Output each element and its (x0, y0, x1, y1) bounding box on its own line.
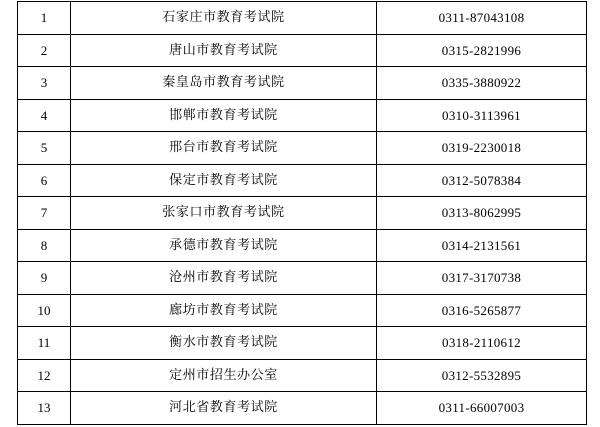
table-row (18, 99, 587, 132)
row-phone-number: 0311-87043108 (377, 2, 587, 35)
row-index: 6 (18, 164, 71, 197)
row-index: 10 (18, 294, 71, 327)
table-row (18, 67, 587, 100)
row-index: 3 (18, 67, 71, 100)
row-phone-number: 0312-5078384 (377, 164, 587, 197)
row-organization-name: 廊坊市教育考试院 (71, 294, 377, 327)
table-row (18, 132, 587, 165)
row-phone-number: 0314-2131561 (377, 229, 587, 262)
table-row (18, 34, 587, 67)
row-index: 5 (18, 132, 71, 165)
row-organization-name: 秦皇岛市教育考试院 (71, 67, 377, 100)
row-phone-number: 0335-3880922 (377, 67, 587, 100)
row-phone-number: 0311-66007003 (377, 392, 587, 425)
row-phone-number: 0310-3113961 (377, 99, 587, 132)
table-row (18, 164, 587, 197)
row-index: 13 (18, 392, 71, 425)
document-page (0, 1, 600, 427)
row-index: 2 (18, 34, 71, 67)
table-row (18, 262, 587, 295)
row-phone-number: 0318-2110612 (377, 327, 587, 360)
row-index: 4 (18, 99, 71, 132)
row-index: 8 (18, 229, 71, 262)
row-organization-name: 唐山市教育考试院 (71, 34, 377, 67)
table-row (18, 392, 587, 425)
row-phone-number: 0319-2230018 (377, 132, 587, 165)
table-row (18, 2, 587, 35)
row-phone-number: 0312-5532895 (377, 359, 587, 392)
row-index: 7 (18, 197, 71, 230)
row-index: 12 (18, 359, 71, 392)
row-phone-number: 0313-8062995 (377, 197, 587, 230)
table-row (18, 327, 587, 360)
table-body (18, 2, 587, 425)
row-organization-name: 保定市教育考试院 (71, 164, 377, 197)
row-index: 1 (18, 2, 71, 35)
row-organization-name: 邯郸市教育考试院 (71, 99, 377, 132)
row-organization-name: 石家庄市教育考试院 (71, 2, 377, 35)
table-row (18, 197, 587, 230)
table-row (18, 229, 587, 262)
row-organization-name: 衡水市教育考试院 (71, 327, 377, 360)
row-organization-name: 张家口市教育考试院 (71, 197, 377, 230)
row-organization-name: 定州市招生办公室 (71, 359, 377, 392)
row-organization-name: 沧州市教育考试院 (71, 262, 377, 295)
table-row (18, 294, 587, 327)
row-organization-name: 承德市教育考试院 (71, 229, 377, 262)
row-phone-number: 0317-3170738 (377, 262, 587, 295)
row-phone-number: 0316-5265877 (377, 294, 587, 327)
row-organization-name: 河北省教育考试院 (71, 392, 377, 425)
row-index: 9 (18, 262, 71, 295)
row-phone-number: 0315-2821996 (377, 34, 587, 67)
row-organization-name: 邢台市教育考试院 (71, 132, 377, 165)
table-row (18, 359, 587, 392)
row-index: 11 (18, 327, 71, 360)
contact-table (17, 1, 587, 425)
